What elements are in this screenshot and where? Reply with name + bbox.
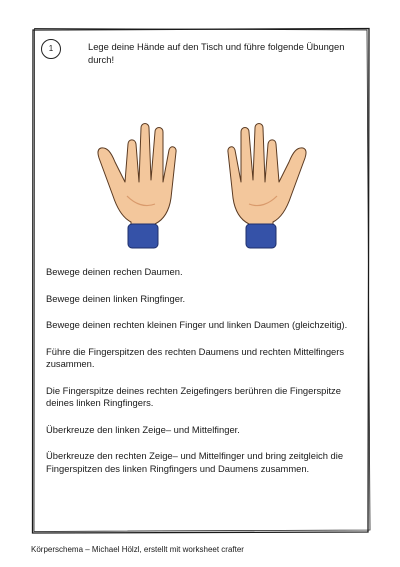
exercise-item: Überkreuze den rechten Zeige– und Mittelfinger und bring zeitgleich die Fingerspitzen des linken Ringfingers und Daumens zusammen. (46, 450, 344, 474)
exercise-item: Bewege deinen rechten kleinen Finger und linken Daumen (gleichzeitig). (46, 319, 348, 330)
exercise-item: Überkreuze den linken Zeige– und Mittelfinger. (46, 423, 240, 435)
left-hand-icon (98, 124, 176, 249)
exercise-item: Bewege deinen rechen Daumen. (46, 266, 183, 277)
task-instruction: Lege deine Hände auf den Tisch und führe folgende Übungen durch! (88, 41, 345, 65)
right-hand-icon (228, 124, 306, 249)
exercise-item: Die Fingerspitze deines rechten Zeigefingers berühren die Fingerspitze deines linken Ringfingers. (46, 384, 341, 408)
exercise-item: Führe die Fingerspitzen des rechten Daumens und rechten Mittelfingers zusammen. (46, 345, 345, 369)
task-number-badge: 1 (41, 39, 61, 59)
worksheet-frame (31, 27, 371, 534)
exercise-list (46, 266, 364, 489)
exercise-item: Bewege deinen linken Ringfinger. (46, 292, 186, 304)
page-footer: Körperschema – Michael Hölzl, erstellt mit worksheet crafter (31, 545, 244, 554)
hands-illustration (97, 100, 307, 255)
